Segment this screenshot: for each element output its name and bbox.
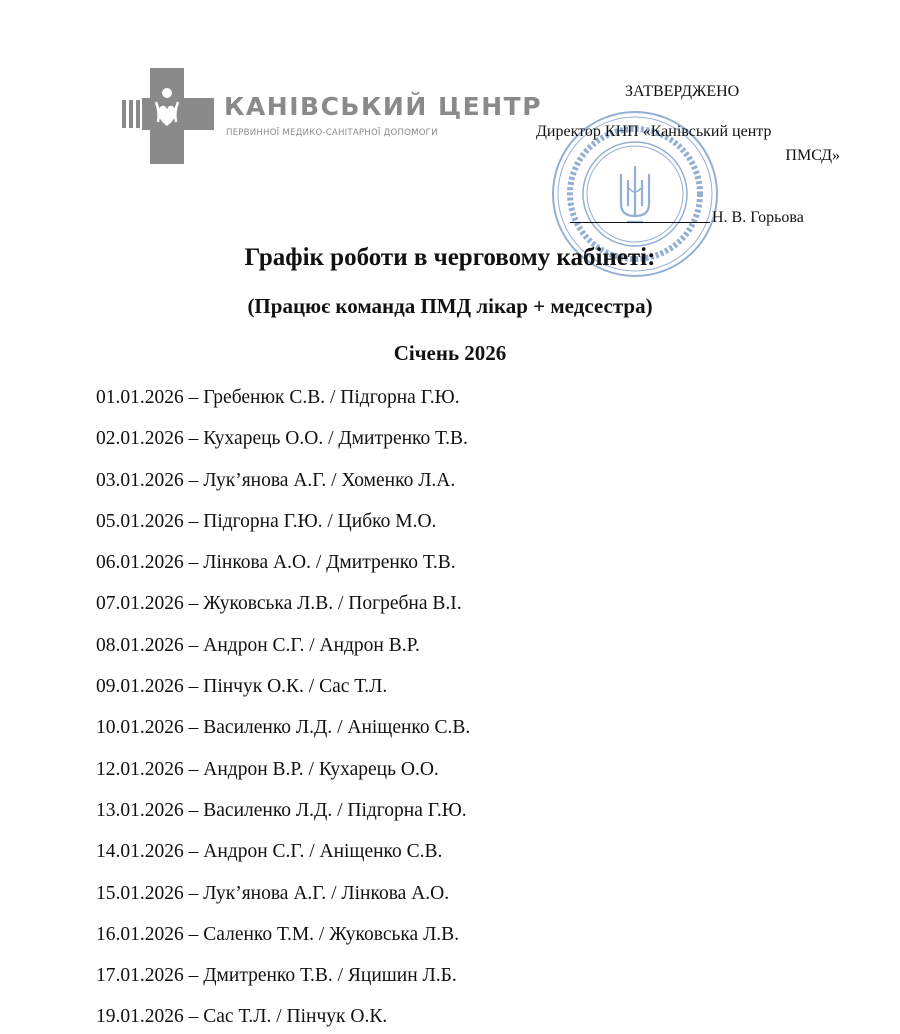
document-subtitle: (Працює команда ПМД лікар + медсестра) [247,294,653,318]
schedule-entry: 05.01.2026 – Підгорна Г.Ю. / Цибко М.О. [96,510,437,532]
logo-subtitle: ПЕРВИННОЇ МЕДИКО-САНІТАРНОЇ ДОПОМОГИ [226,128,438,138]
medical-cross-heart-icon [120,66,220,166]
schedule-entry: 15.01.2026 – Лук’янова А.Г. / Лінкова А.О. [96,882,450,904]
schedule-entry: 17.01.2026 – Дмитренко Т.В. / Яцишин Л.Б. [96,965,457,987]
schedule-entry: 13.01.2026 – Василенко Л.Д. / Підгорна Г.Ю. [96,799,467,821]
schedule-entry: 01.01.2026 – Гребенюк С.В. / Підгорна Г.Ю. [96,387,460,408]
schedule-month: Січень 2026 [393,341,507,365]
logo-title: КАНІВСЬКИЙ ЦЕНТР [224,92,543,121]
director-position-line-1: Директор КНП «Канівський центр [536,123,772,140]
signature-line [570,206,710,223]
schedule-entry: 08.01.2026 – Андрон С.Г. / Андрон В.Р. [96,634,420,656]
schedule-entry: 19.01.2026 – Сас Т.Л. / Пінчук О.К. [96,1006,388,1028]
organization-logo [120,66,543,166]
schedule-entry: 09.01.2026 – Пінчук О.К. / Сас Т.Л. [96,676,388,698]
duty-schedule-list [96,384,796,1034]
schedule-entry: 06.01.2026 – Лінкова А.О. / Дмитренко Т.В. [96,552,456,574]
schedule-entry: 10.01.2026 – Василенко Л.Д. / Аніщенко С.В. [96,717,471,739]
director-position-line-2: ПМСД» [785,147,840,164]
schedule-entry: 16.01.2026 – Саленко Т.М. / Жуковська Л.В. [96,923,460,945]
approval-heading: ЗАТВЕРДЖЕНО [625,83,740,100]
schedule-entry: 02.01.2026 – Кухарець О.О. / Дмитренко Т.В. [96,428,468,450]
signatory-name: Н. В. Горьова [712,209,804,226]
schedule-entry: 12.01.2026 – Андрон В.Р. / Кухарець О.О. [96,758,439,780]
schedule-entry: 14.01.2026 – Андрон С.Г. / Аніщенко С.В. [96,841,443,863]
document-title: Графік роботи в черговому кабінеті: [244,244,656,271]
schedule-entry: 07.01.2026 – Жуковська Л.В. / Погребна В.І. [96,593,462,615]
schedule-entry: 03.01.2026 – Лук’янова А.Г. / Хоменко Л.А. [96,469,456,491]
approval-block [530,78,840,238]
